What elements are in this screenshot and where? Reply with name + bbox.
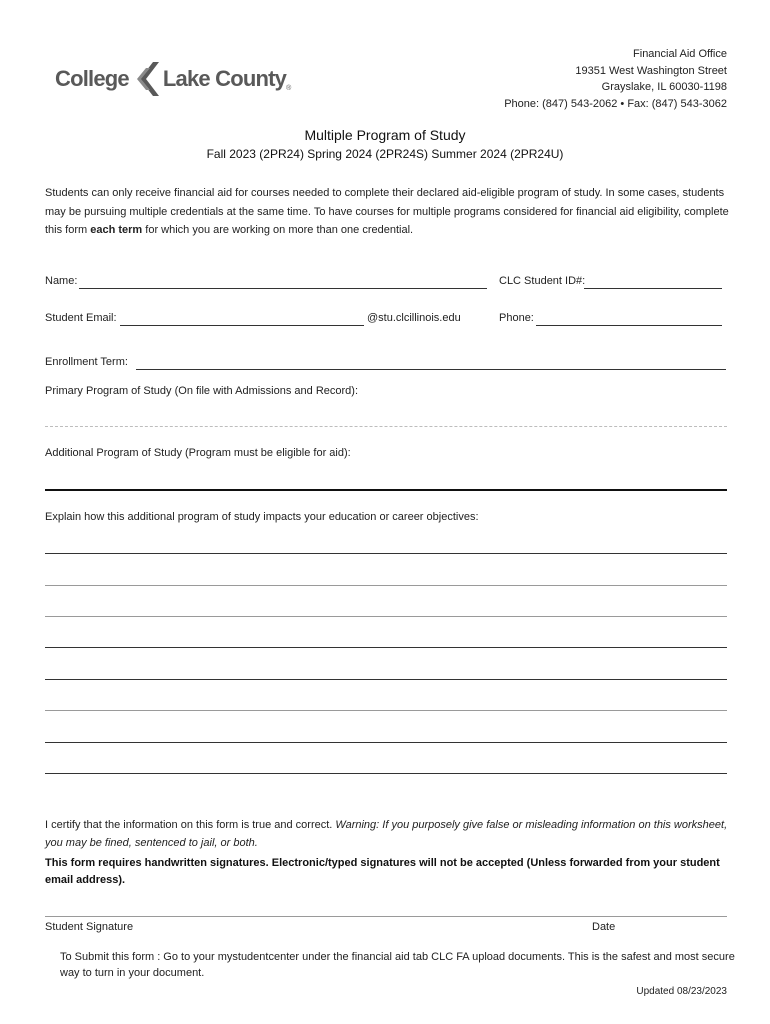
explain-line[interactable] <box>45 742 727 743</box>
updated-date: Updated 08/23/2023 <box>636 986 727 997</box>
office-phone-fax: Phone: (847) 543-2062 • Fax: (847) 543-3062 <box>504 97 727 110</box>
explain-line[interactable] <box>45 773 727 774</box>
email-field[interactable] <box>120 325 364 326</box>
enrollment-term-label: Enrollment Term: <box>45 356 128 368</box>
email-label: Student Email: <box>45 312 117 324</box>
enrollment-term-field[interactable] <box>136 369 726 370</box>
explain-label: Explain how this additional program of study impacts your education or career objectives: <box>45 511 479 523</box>
office-name: Financial Aid Office <box>633 48 727 60</box>
office-address <box>504 46 727 112</box>
student-id-field[interactable] <box>584 288 722 289</box>
explain-line[interactable] <box>45 710 727 711</box>
explain-line[interactable] <box>45 553 727 554</box>
intro-text-end: for which you are working on more than one credential. <box>142 224 414 236</box>
form-terms: Fall 2023 (2PR24) Spring 2024 (2PR24S) Summer 2024 (2PR24U) <box>206 147 564 161</box>
registered-mark: ® <box>286 85 292 92</box>
submit-instructions: To Submit this form : Go to your mystudentcenter under the financial aid tab CLC FA upload documents. This is the safest and most secure way to turn in your document. <box>60 951 735 979</box>
intro-text-start: Students can only receive financial aid for courses needed to complete their declared aid-eligible program of study. In some cases, students may be pursuing multiple credentials at the same time. To have courses for multiple programs considered for financial aid eligibility, complete this form <box>45 187 729 236</box>
primary-program-field[interactable] <box>45 426 727 427</box>
form-title: Multiple Program of Study <box>304 127 466 143</box>
certification-text <box>45 816 735 852</box>
logo-text-right: Lake County <box>162 66 287 91</box>
student-id-label: CLC Student ID#: <box>499 275 586 287</box>
signature-requirement: This form requires handwritten signatures. Electronic/typed signatures will not be accepted (Unless forwarded from your student email address). <box>45 857 720 886</box>
additional-program-field[interactable] <box>45 489 727 491</box>
email-suffix: @stu.clcillinois.edu <box>367 312 461 324</box>
explain-line[interactable] <box>45 616 727 617</box>
additional-program-label: Additional Program of Study (Program must be eligible for aid): <box>45 447 351 459</box>
logo-text-left: College <box>55 66 129 91</box>
certification-warning: Warning: If you purposely give false or misleading information on this worksheet, you may be fined, sentenced to jail, or both. <box>45 819 728 849</box>
phone-label: Phone: <box>499 312 534 324</box>
office-city: Grayslake, IL 60030-1198 <box>601 81 727 93</box>
intro-text-bold: each term <box>90 224 143 236</box>
explain-line[interactable] <box>45 679 727 680</box>
intro-paragraph <box>45 184 735 240</box>
explain-line[interactable] <box>45 647 727 648</box>
date-label: Date <box>592 921 616 933</box>
signature-line[interactable] <box>45 916 727 917</box>
certification-statement: I certify that the information on this form is true and correct. <box>45 819 336 831</box>
phone-field[interactable] <box>536 325 722 326</box>
name-field[interactable] <box>79 288 487 289</box>
primary-program-label: Primary Program of Study (On file with Admissions and Record): <box>45 385 359 397</box>
student-signature-label: Student Signature <box>45 921 134 933</box>
college-logo <box>55 58 291 100</box>
office-street: 19351 West Washington Street <box>575 64 727 77</box>
name-label: Name: <box>45 275 78 287</box>
logo-mark-icon <box>131 59 161 99</box>
explain-line[interactable] <box>45 585 727 586</box>
